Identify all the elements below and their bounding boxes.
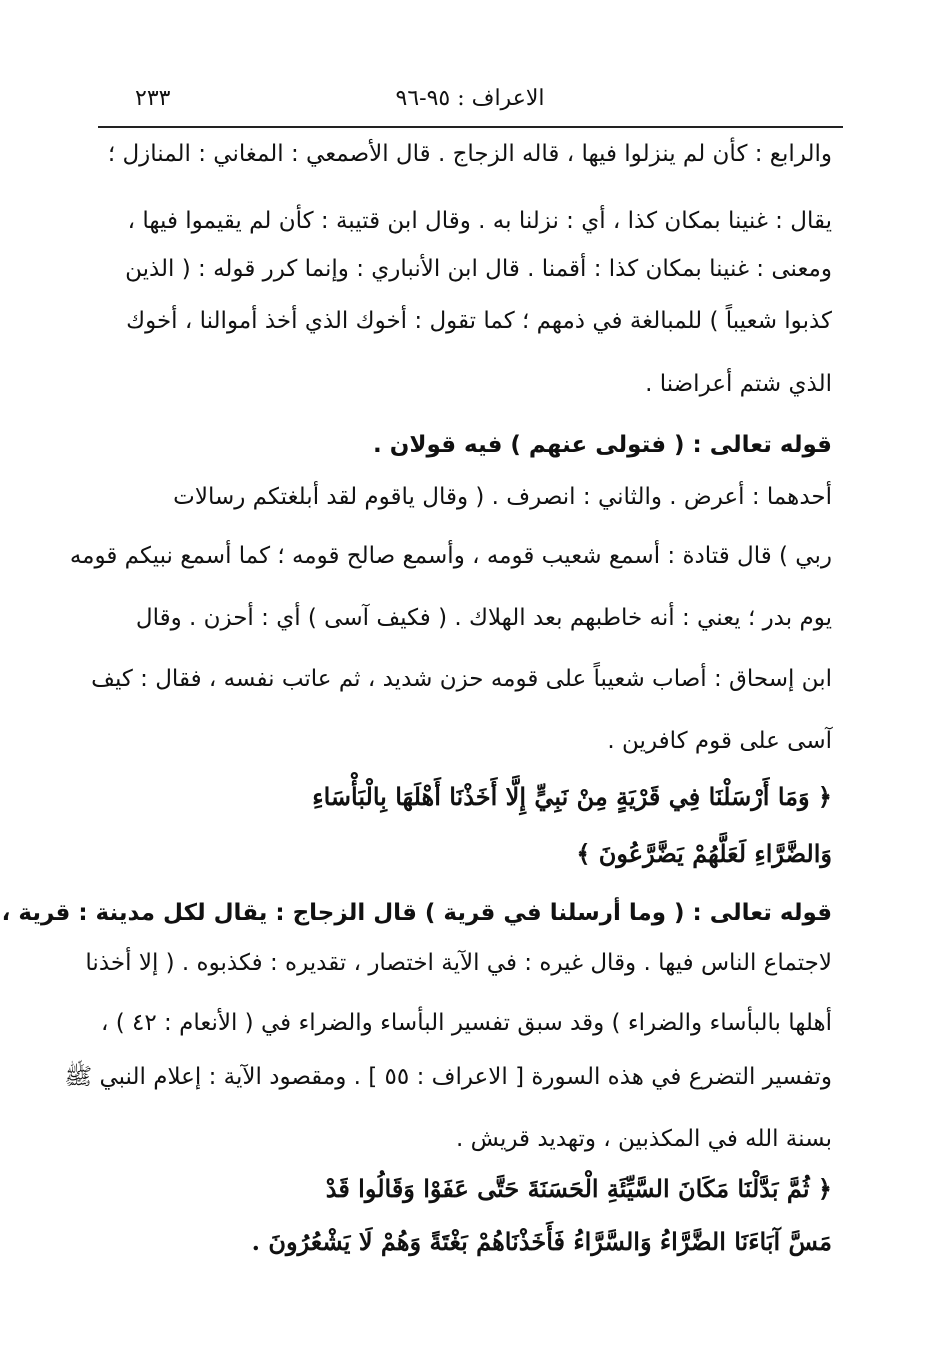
quran-verse-line: ﴿ وَمَا أَرْسَلْنَا فِي قَرْيَةٍ مِنْ نَبِيٍّ إِلَّا أَخَذْنَا أَهْلَهَا بِالْبَأْسَاءِ — [312, 782, 832, 811]
commentary-heading: قوله تعالى : ( وما أرسلنا في قرية ) قال الزجاج : يقال لكل مدينة : قرية ، — [1, 900, 832, 926]
text-line: أهلها بالبأساء والضراء ) وقد سبق تفسير البأساء والضراء في ( الأنعام : ٤٢ ) ، — [101, 1010, 832, 1036]
quran-verse-line: ﴿ ثُمَّ بَدَّلْنَا مَكَانَ السَّيِّئَةِ الْحَسَنَةَ حَتَّى عَفَوْا وَقَالُوا قَدْ — [325, 1174, 832, 1203]
page-number: ٢٣٣ — [135, 86, 171, 111]
text-line: آسى على قوم كافرين . — [607, 728, 832, 754]
quran-verse-line: وَالضَّرَّاءِ لَعَلَّهُمْ يَضَّرَّعُونَ ﴾ — [576, 839, 832, 868]
running-title: الاعراف : ٩٥-٩٦ — [395, 86, 545, 111]
commentary-heading: قوله تعالى : ( فتولى عنهم ) فيه قولان . — [373, 432, 832, 458]
quran-verse-line: مَسَّ آبَاءَنَا الضَّرَّاءُ وَالسَّرَّاءُ فَأَخَذْنَاهُمْ بَغْتَةً وَهُمْ لَا يَشْعُرُونَ . — [251, 1227, 832, 1256]
text-line: والرابع : كأن لم ينزلوا فيها ، قاله الزجاج . قال الأصمعي : المغاني : المنازل ؛ — [107, 141, 832, 167]
page-header — [95, 78, 845, 122]
text-line: ابن إسحاق : أصاب شعيباً على قومه حزن شديد ، ثم عاتب نفسه ، فقال : كيف — [91, 666, 832, 692]
text-line: أحدهما : أعرض . والثاني : انصرف . ( وقال ياقوم لقد أبلغتكم رسالات — [173, 484, 832, 510]
text-line: الذي شتم أعراضنا . — [645, 371, 832, 397]
text-line: لاجتماع الناس فيها . وقال غيره : في الآية اختصار ، تقديره : فكذبوه . ( إلا أخذنا — [85, 950, 832, 976]
text-line: يقال : غنينا بمكان كذا ، أي : نزلنا به . وقال ابن قتيبة : كأن لم يقيموا فيها ، — [127, 208, 832, 234]
header-divider — [98, 126, 843, 128]
text-line: ربي ) قال قتادة : أسمع شعيب قومه ، وأسمع صالح قومه ؛ كما أسمع نبيكم قومه — [69, 543, 832, 569]
text-line: وتفسير التضرع في هذه السورة [ الاعراف : ٥٥ ] . ومقصود الآية : إعلام النبي ﷺ — [64, 1064, 832, 1090]
text-line: ومعنى : غنينا بمكان كذا : أقمنا . قال ابن الأنباري : وإنما كرر قوله : ( الذين — [125, 256, 832, 282]
text-line: بسنة الله في المكذبين ، وتهديد قريش . — [456, 1126, 832, 1152]
text-line: يوم بدر ؛ يعني : أنه خاطبهم بعد الهلاك . ( فكيف آسى ) أي : أحزن . وقال — [135, 605, 832, 631]
text-line: كذبوا شعيباً ) للمبالغة في ذمهم ؛ كما تقول : أخوك الذي أخذ أموالنا ، أخوك — [126, 308, 832, 334]
